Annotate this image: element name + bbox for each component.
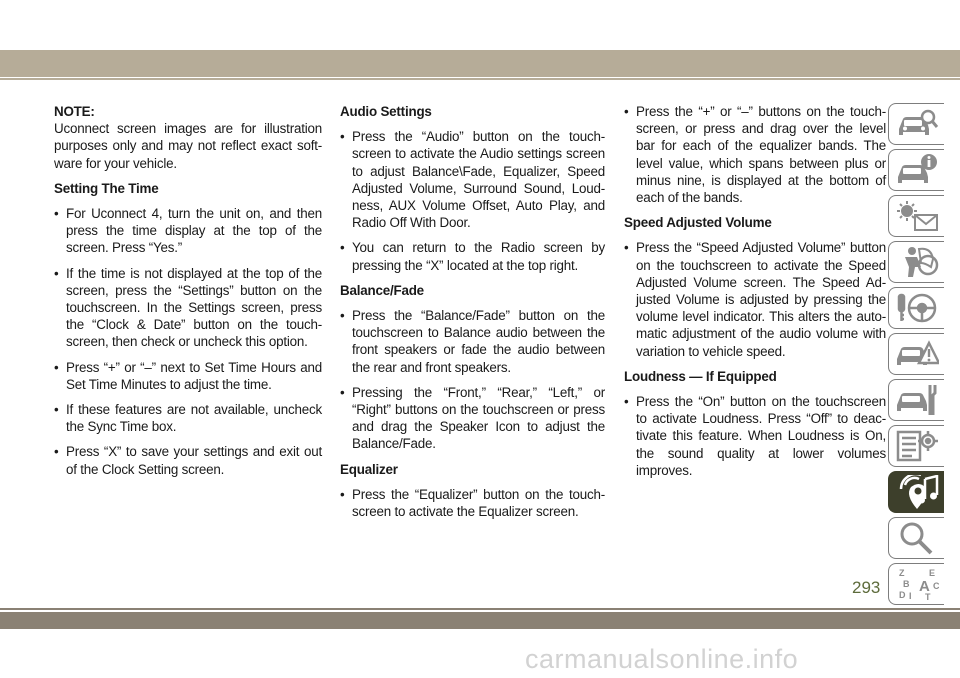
list-item: • If the time is not displayed at the top of the screen, press the “Settings” button on the touchscreen. In the Settings screen, press the “Clock & Date” button on the touch-screen, then check or uncheck this option. — [54, 265, 322, 350]
tab-emergency[interactable] — [888, 333, 944, 375]
tab-car-search[interactable] — [888, 103, 944, 145]
list-item: • Press “+” or “–” next to Set Time Hours and Set Time Minutes to adjust the time. — [54, 359, 322, 392]
tab-specifications[interactable] — [888, 425, 944, 467]
alphabet-index-icon — [895, 567, 939, 601]
tab-starting-operating[interactable] — [888, 287, 944, 329]
car-warning-triangle-icon — [895, 337, 939, 371]
heading-audio-settings: Audio Settings — [340, 104, 432, 119]
car-tools-icon — [895, 383, 939, 417]
warning-light-message-icon — [895, 199, 939, 233]
heading-speed-adjusted-volume: Speed Adjusted Volume — [624, 215, 772, 231]
svg-text:A: A — [919, 578, 930, 595]
note-text: Uconnect screen images are for illustration purposes only and may not reflect exact soft-ware for your vehicle. — [54, 121, 322, 171]
svg-text:T: T — [925, 592, 931, 601]
tab-index[interactable] — [888, 563, 944, 605]
steering-wheel-key-icon — [895, 291, 939, 325]
column-1 — [54, 103, 322, 486]
svg-text:E: E — [929, 568, 936, 578]
svg-text:D: D — [899, 590, 906, 600]
svg-text:C: C — [933, 581, 939, 591]
list-item: • If these features are not available, uncheck the Sync Time box. — [54, 402, 322, 435]
header-band — [0, 50, 960, 77]
column-2 — [340, 103, 605, 528]
maintenance-checklist-icon — [895, 429, 939, 463]
watermark: carmanualsonline.info — [525, 644, 799, 674]
heading-balance-fade: Balance/Fade — [340, 282, 424, 298]
list-item: • You can return to the Radio screen by pressing the “X” located at the top right. — [340, 240, 605, 273]
airbag-person-icon — [895, 245, 939, 279]
list-item: • For Uconnect 4, turn the unit on, and then press the time display at the top of the screen. Press “Yes.” — [54, 206, 322, 256]
car-search-icon — [895, 107, 939, 141]
footer-band — [0, 612, 960, 629]
chapter-tabs — [888, 103, 946, 609]
svg-text:B: B — [903, 579, 910, 589]
list-item: • Press the “On” button on the touchscreen to activate Loudness. Press “Off” to deac-tivate this feature. When Loudness is On, the sound quality at lower volumes improves. — [624, 394, 886, 478]
tab-warning-lights[interactable] — [888, 195, 944, 237]
list-item: • Press “X” to save your settings and exit out of the Clock Setting screen. — [54, 444, 322, 477]
footer-rule — [0, 608, 960, 610]
heading-loudness: Loudness — If Equipped — [624, 368, 777, 384]
header-white-band — [0, 0, 960, 50]
list-item: • Press the “Audio” button on the touch-screen to activate the Audio settings screen to adjust Balance\Fade, Equalizer, Speed Adjusted Volume, Surround Sound, Loud-ness, AUX Volume Offset, Auto Play, and Radio Off With Door. — [340, 129, 605, 231]
list-item: • Press the “Equalizer” button on the touch-screen to activate the Equalizer screen. — [340, 486, 605, 520]
heading-equalizer: Equalizer — [340, 461, 398, 477]
magnifier-icon — [895, 521, 939, 555]
list-item: • Pressing the “Front,” “Rear,” “Left,” or “Right” buttons on the touchscreen or press and drag the Speaker Icon to adjust the Balance/Fade. — [340, 384, 605, 452]
page-number: 293 — [852, 578, 881, 597]
tab-car-info[interactable] — [888, 149, 944, 191]
car-info-icon — [895, 153, 939, 187]
tab-servicing[interactable] — [888, 379, 944, 421]
note-title: NOTE: — [54, 104, 95, 119]
column-3 — [624, 103, 886, 487]
svg-text:Z: Z — [899, 568, 905, 578]
heading-setting-time: Setting The Time — [54, 180, 159, 196]
list-item: • Press the “Speed Adjusted Volume” button on the touchscreen to activate the Speed Adjusted Volume screen. The Speed Ad-justed Volume is adjusted by pressing the volume level indicator. This alters the auto-matic adjustment of the audio volume with variation to vehicle speed. — [624, 240, 886, 359]
list-item: • Press the “Balance/Fade” button on the touchscreen to Balance audio between the front speakers or fade the audio between the rear and front speakers. — [340, 308, 605, 375]
tab-search[interactable] — [888, 517, 944, 559]
multimedia-music-icon — [895, 475, 939, 509]
header-rule — [0, 78, 960, 80]
list-item: • Press the “+” or “–” buttons on the touch-screen, or press and drag over the level bar for each of the equalizer bands. The level value, which spans between plus or minus nine, is displayed at the bottom of each of the bands. — [624, 104, 886, 206]
tab-multimedia[interactable] — [888, 471, 944, 513]
svg-text:I: I — [909, 591, 912, 601]
tab-safety[interactable] — [888, 241, 944, 283]
